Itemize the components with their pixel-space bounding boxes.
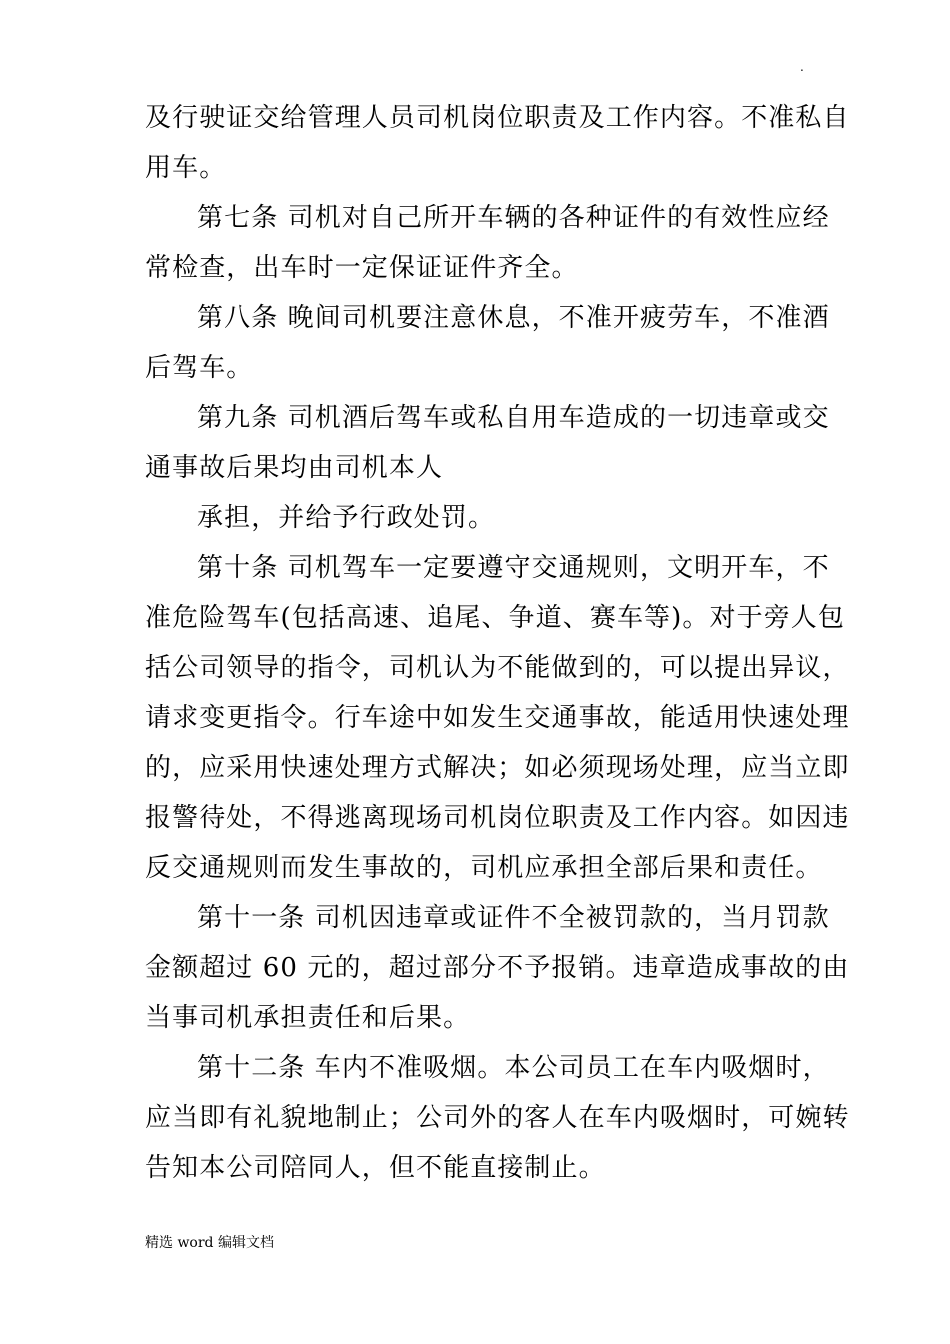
text-line: 准危险驾车(包括高速、追尾、争道、赛车等)。对于旁人包 xyxy=(145,603,845,633)
text-line: 后驾车。 xyxy=(145,353,254,383)
text-line: 告知本公司陪同人，但不能直接制止。 xyxy=(145,1153,606,1183)
text-line: 报警待处，不得逃离现场司机岗位职责及工作内容。如因违 xyxy=(145,803,850,833)
article-10: 第十条 司机驾车一定要遵守交通规则，文明开车，不 xyxy=(197,553,830,583)
text-line: 常检查，出车时一定保证证件齐全。 xyxy=(145,253,579,283)
corner-mark: . xyxy=(800,60,804,74)
text-line: 应当即有礼貌地制止；公司外的客人在车内吸烟时，可婉转 xyxy=(145,1103,850,1133)
article-9: 第九条 司机酒后驾车或私自用车造成的一切违章或交 xyxy=(197,403,830,433)
text-line: 当事司机承担责任和后果。 xyxy=(145,1003,471,1033)
article-8: 第八条 晚间司机要注意休息，不准开疲劳车，不准酒 xyxy=(197,303,830,333)
text-line: 用车。 xyxy=(145,153,227,183)
text-line: 反交通规则而发生事故的，司机应承担全部后果和责任。 xyxy=(145,853,823,883)
text-line: 金额超过 60 元的，超过部分不予报销。违章造成事故的由 xyxy=(145,953,850,983)
article-11: 第十一条 司机因违章或证件不全被罚款的，当月罚款 xyxy=(197,903,830,933)
document-body xyxy=(145,98,850,1198)
text-line: 及行驶证交给管理人员司机岗位职责及工作内容。不准私自 xyxy=(145,103,850,133)
text-line: 通事故后果均由司机本人 xyxy=(145,453,444,483)
page-footer: 精选 word 编辑文档 xyxy=(145,1235,274,1251)
text-line: 的，应采用快速处理方式解决；如必须现场处理，应当立即 xyxy=(145,753,850,783)
text-line: 承担，并给予行政处罚。 xyxy=(197,503,496,533)
article-12: 第十二条 车内不准吸烟。本公司员工在车内吸烟时， xyxy=(197,1053,830,1083)
text-line: 括公司领导的指令，司机认为不能做到的，可以提出异议， xyxy=(145,653,850,683)
text-line: 请求变更指令。行车途中如发生交通事故，能适用快速处理 xyxy=(145,703,850,733)
article-7: 第七条 司机对自己所开车辆的各种证件的有效性应经 xyxy=(197,203,830,233)
